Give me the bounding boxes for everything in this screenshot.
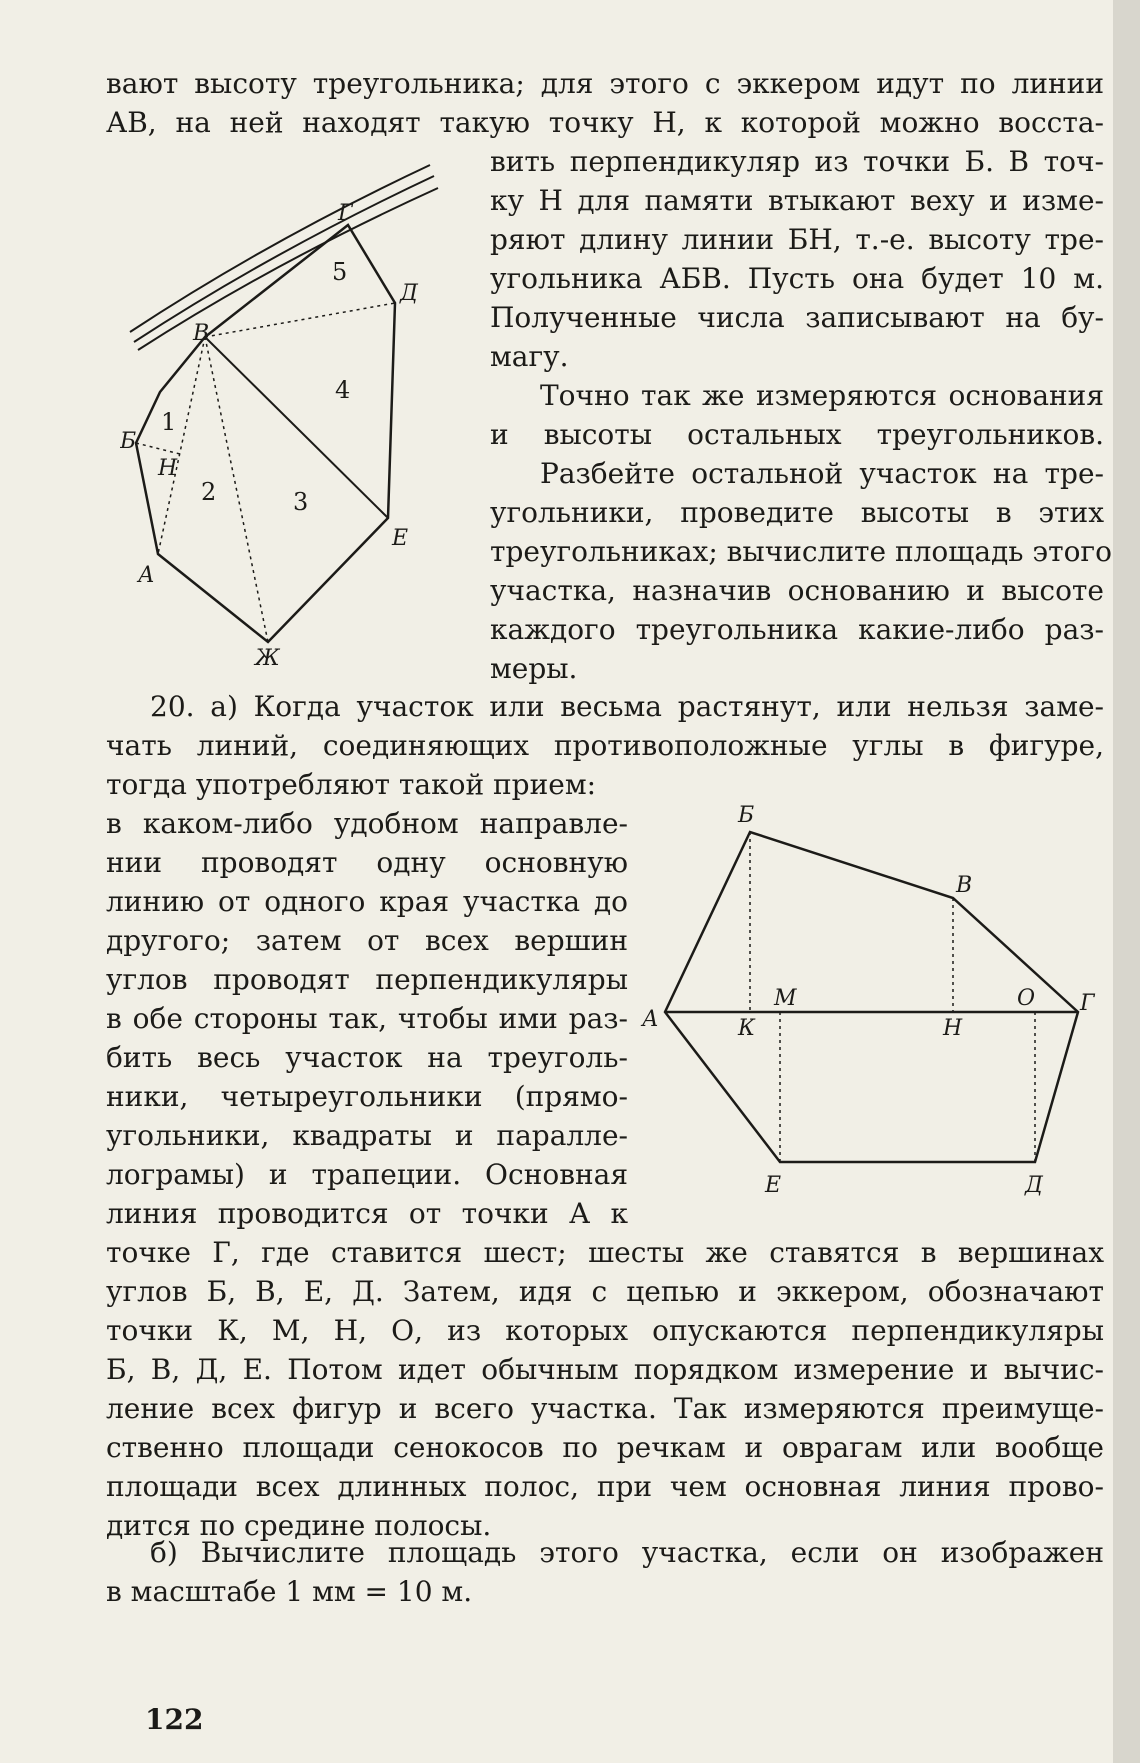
dashed-line bbox=[158, 337, 205, 554]
text-line: площади всех длинных полос, при чем основная линия прово- bbox=[106, 1470, 1104, 1503]
text-line: меры. bbox=[490, 652, 578, 685]
text-line: бить весь участок на треуголь- bbox=[106, 1041, 628, 1074]
text-line: АВ, на ней находят такую точку Н, к которой можно восста- bbox=[106, 106, 1104, 139]
text-line: каждого треугольника какие-либо раз- bbox=[490, 613, 1104, 646]
dashed-line bbox=[136, 443, 180, 454]
text-line: ряют длину линии БН, т.-е. высоту тре- bbox=[490, 223, 1104, 256]
text-line: вить перпендикуляр из точки Б. В точ- bbox=[490, 145, 1104, 178]
text-line: Полученные числа записывают на бу- bbox=[490, 301, 1104, 334]
text-line: лограмы) и трапеции. Основная bbox=[106, 1158, 628, 1191]
text-line: б) Вычислите площадь этого участка, если он изображен bbox=[150, 1536, 1104, 1569]
text-line: другого; затем от всех вершин bbox=[106, 924, 628, 957]
text-line: и высоты остальных треугольников. bbox=[490, 418, 1104, 451]
text-line: ление всех фигур и всего участка. Так измеряются преимуще- bbox=[106, 1392, 1104, 1425]
text-line: треугольниках; вычислите площадь этого bbox=[490, 535, 1112, 568]
vertex-label: А bbox=[642, 1007, 659, 1032]
text-line: Разбейте остальной участок на тре- bbox=[540, 457, 1104, 490]
vertex-label: Е bbox=[765, 1173, 782, 1198]
vertex-label: К bbox=[738, 1016, 756, 1041]
vertex-label: М bbox=[774, 986, 797, 1011]
vertex-label: Ж bbox=[255, 646, 280, 670]
road-line bbox=[134, 176, 434, 342]
text-line: ку Н для памяти втыкают веху и изме- bbox=[490, 184, 1104, 217]
dashed-line bbox=[205, 303, 395, 337]
text-line: точки К, М, Н, О, из которых опускаются перпендикуляры bbox=[106, 1314, 1104, 1347]
road-line bbox=[138, 188, 438, 350]
text-line: чать линий, соединяющих противоположные углы в фигуре, bbox=[106, 729, 1104, 762]
text-line: углов проводят перпендикуляры bbox=[106, 963, 628, 996]
region-label: 3 bbox=[293, 488, 309, 516]
vertex-label: В bbox=[956, 873, 973, 898]
vertex-label: Б bbox=[120, 429, 137, 454]
vertex-label: В bbox=[193, 321, 210, 346]
vertex-label: Д bbox=[1025, 1173, 1043, 1198]
text-line: вают высоту треугольника; для этого с эккером идут по линии bbox=[106, 67, 1104, 100]
vertex-label: Д bbox=[400, 281, 418, 306]
region-label: 5 bbox=[332, 258, 348, 286]
text-line: угольника АБВ. Пусть она будет 10 м. bbox=[490, 262, 1104, 295]
text-line: в каком-либо удобном направле- bbox=[106, 807, 628, 840]
figure-baseline-plot bbox=[640, 800, 1100, 1220]
vertex-label: Г bbox=[338, 201, 353, 226]
text-line: в обе стороны так, чтобы ими раз- bbox=[106, 1002, 628, 1035]
text-line: углов Б, В, Е, Д. Затем, идя с цепью и эккером, обозначают bbox=[106, 1275, 1104, 1308]
vertex-label: А bbox=[138, 563, 155, 588]
region-label: 4 bbox=[335, 376, 351, 404]
text-line: 20. а) Когда участок или весьма растянут, или нельзя заме- bbox=[150, 690, 1104, 723]
region-label: 2 bbox=[201, 478, 217, 506]
region-label: 1 bbox=[161, 408, 177, 436]
road-line bbox=[130, 165, 430, 332]
vertex-label: Е bbox=[392, 526, 409, 551]
vertex-label: Г bbox=[1080, 991, 1095, 1016]
text-line: магу. bbox=[490, 340, 569, 373]
text-line: тогда употребляют такой прием: bbox=[106, 768, 597, 801]
text-line: Точно так же измеряются основания bbox=[540, 379, 1104, 412]
text-line: угольники, квадраты и паралле- bbox=[106, 1119, 628, 1152]
text-line: дится по средине полосы. bbox=[106, 1509, 492, 1542]
text-line: точке Г, где ставится шест; шесты же ставятся в вершинах bbox=[106, 1236, 1104, 1269]
vertex-label: Н bbox=[943, 1016, 963, 1041]
text-line: ники, четыреугольники (прямо- bbox=[106, 1080, 628, 1113]
page-number: 122 bbox=[145, 1703, 204, 1736]
text-line: нии проводят одну основную bbox=[106, 846, 628, 879]
text-line: Б, В, Д, Е. Потом идет обычным порядком измерение и вычис- bbox=[106, 1353, 1104, 1386]
text-line: угольники, проведите высоты в этих bbox=[490, 496, 1104, 529]
vertex-label: О bbox=[1017, 986, 1036, 1011]
text-line: ственно площади сенокосов по речкам и оврагам или вообще bbox=[106, 1431, 1104, 1464]
page-edge-shadow bbox=[1113, 0, 1140, 1763]
text-line: в масштабе 1 мм = 10 м. bbox=[106, 1575, 473, 1608]
figure-triangulated-plot bbox=[120, 150, 470, 670]
vertex-label: Н bbox=[158, 456, 178, 481]
text-line: линию от одного края участка до bbox=[106, 885, 628, 918]
text-line: линия проводится от точки А к bbox=[106, 1197, 628, 1230]
vertex-label: Б bbox=[738, 803, 755, 828]
text-line: участка, назначив основанию и высоте bbox=[490, 574, 1104, 607]
